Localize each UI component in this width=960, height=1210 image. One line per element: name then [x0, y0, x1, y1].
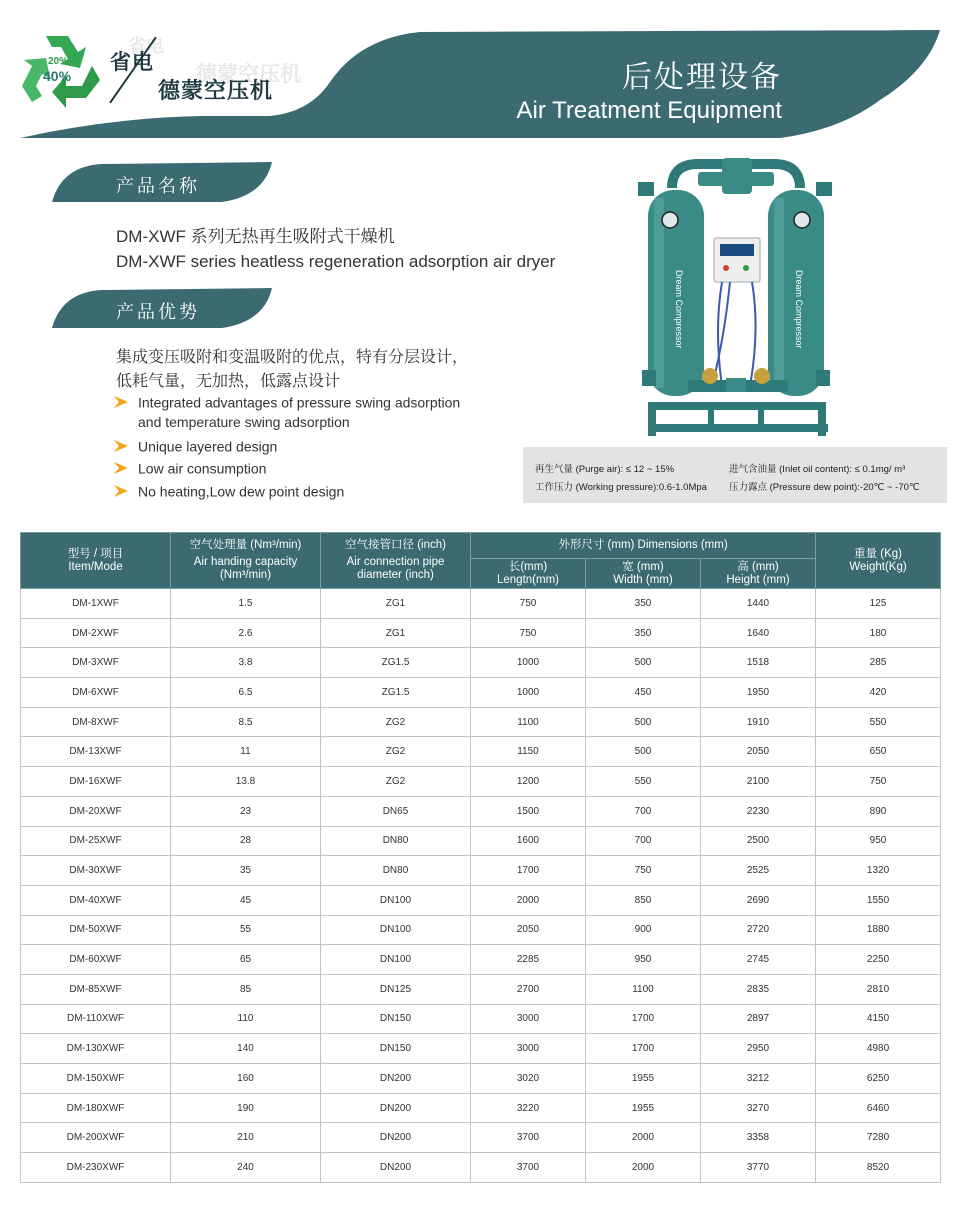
table-header-length: 长(mm) Lengtn(mm) [471, 559, 586, 589]
section-tab-product-name [52, 162, 272, 202]
table-header-pipe: 空气接管口径 (inch) Air connection pipe diameter (inch) [321, 533, 471, 589]
table-cell-height: 1950 [701, 678, 816, 708]
table-cell-model: DM-20XWF [21, 796, 171, 826]
table-cell-weight: 285 [816, 648, 941, 678]
table-cell-capacity: 45 [171, 885, 321, 915]
table-cell-weight: 7280 [816, 1123, 941, 1153]
table-cell-width: 1955 [586, 1093, 701, 1123]
table-cell-length: 2050 [471, 915, 586, 945]
table-cell-weight: 180 [816, 618, 941, 648]
table-cell-model: DM-25XWF [21, 826, 171, 856]
table-cell-model: DM-110XWF [21, 1004, 171, 1034]
table-cell-capacity: 2.6 [171, 618, 321, 648]
spec-table [20, 532, 941, 1183]
table-cell-width: 850 [586, 885, 701, 915]
table-cell-width: 1955 [586, 1064, 701, 1094]
table-row [21, 648, 941, 678]
table-cell-width: 350 [586, 589, 701, 619]
table-cell-pipe: ZG2 [321, 767, 471, 797]
table-row [21, 589, 941, 619]
table-cell-height: 3770 [701, 1153, 816, 1183]
product-name-en: DM-XWF series heatless regeneration adsorption air dryer [116, 252, 556, 271]
table-cell-width: 1100 [586, 974, 701, 1004]
chevron-right-icon [112, 461, 130, 475]
section-tab-advantages [52, 288, 272, 328]
table-cell-model: DM-3XWF [21, 648, 171, 678]
table-cell-width: 500 [586, 648, 701, 678]
table-row [21, 767, 941, 797]
table-cell-width: 350 [586, 618, 701, 648]
table-cell-model: DM-85XWF [21, 974, 171, 1004]
chevron-right-icon [112, 484, 130, 498]
table-row [21, 856, 941, 886]
table-cell-height: 2500 [701, 826, 816, 856]
table-row [21, 1153, 941, 1183]
table-cell-length: 3020 [471, 1064, 586, 1094]
section-tab-label: 产品名称 [116, 176, 200, 196]
table-cell-capacity: 85 [171, 974, 321, 1004]
tank-label: Dream Compressor [794, 270, 804, 349]
product-name-cn: DM-XWF 系列无热再生吸附式干燥机 [116, 227, 395, 246]
table-header-dimensions: 外形尺寸 (mm) Dimensions (mm) [471, 533, 816, 559]
table-cell-pipe: ZG1 [321, 618, 471, 648]
table-cell-model: DM-180XWF [21, 1093, 171, 1123]
table-cell-length: 3000 [471, 1004, 586, 1034]
advantage-bullet: Integrated advantages of pressure swing adsorption [112, 393, 460, 410]
table-cell-height: 2835 [701, 974, 816, 1004]
table-cell-capacity: 65 [171, 945, 321, 975]
table-row [21, 1123, 941, 1153]
table-cell-pipe: DN100 [321, 885, 471, 915]
page-title-cn: 后处理设备 [622, 61, 782, 94]
table-row [21, 678, 941, 708]
table-cell-pipe: DN200 [321, 1123, 471, 1153]
table-cell-model: DM-8XWF [21, 707, 171, 737]
table-cell-length: 1000 [471, 678, 586, 708]
table-cell-pipe: DN150 [321, 1034, 471, 1064]
advantage-bullet: Unique layered design [112, 437, 277, 454]
table-cell-pipe: ZG1 [321, 589, 471, 619]
brand-ghost-text: 省电 [128, 36, 164, 56]
table-cell-capacity: 6.5 [171, 678, 321, 708]
section-tab-label: 产品优势 [116, 302, 200, 322]
table-cell-height: 2950 [701, 1034, 816, 1064]
table-cell-height: 2897 [701, 1004, 816, 1034]
brand-name: 德蒙空压机 [158, 78, 274, 103]
table-cell-height: 1440 [701, 589, 816, 619]
table-cell-length: 2700 [471, 974, 586, 1004]
table-cell-weight: 8520 [816, 1153, 941, 1183]
table-cell-weight: 750 [816, 767, 941, 797]
table-cell-width: 2000 [586, 1153, 701, 1183]
spec-purge-air: 再生气量 (Purge air): ≤ 12 ~ 15% [535, 464, 675, 475]
table-cell-model: DM-50XWF [21, 915, 171, 945]
table-cell-pipe: DN200 [321, 1153, 471, 1183]
table-cell-width: 900 [586, 915, 701, 945]
table-cell-length: 3700 [471, 1123, 586, 1153]
table-cell-weight: 420 [816, 678, 941, 708]
table-cell-model: DM-2XWF [21, 618, 171, 648]
table-cell-length: 3220 [471, 1093, 586, 1123]
table-cell-height: 3270 [701, 1093, 816, 1123]
table-cell-capacity: 11 [171, 737, 321, 767]
table-cell-length: 2285 [471, 945, 586, 975]
table-cell-length: 2000 [471, 885, 586, 915]
table-cell-length: 1150 [471, 737, 586, 767]
table-cell-width: 500 [586, 707, 701, 737]
table-row [21, 707, 941, 737]
brand-slogan: 省电 [110, 51, 154, 74]
table-cell-model: DM-130XWF [21, 1034, 171, 1064]
spec-inlet-oil: 进气含油量 (Inlet oil content): ≤ 0.1mg/ m³ [729, 464, 906, 475]
table-cell-capacity: 110 [171, 1004, 321, 1034]
table-cell-weight: 1550 [816, 885, 941, 915]
advantage-bullet-cont: and temperature swing adsorption [138, 414, 350, 430]
table-cell-weight: 125 [816, 589, 941, 619]
table-cell-capacity: 55 [171, 915, 321, 945]
table-cell-model: DM-60XWF [21, 945, 171, 975]
table-cell-pipe: DN200 [321, 1093, 471, 1123]
table-cell-weight: 1320 [816, 856, 941, 886]
table-cell-capacity: 140 [171, 1034, 321, 1064]
table-cell-length: 1700 [471, 856, 586, 886]
table-cell-length: 1000 [471, 648, 586, 678]
table-cell-height: 2230 [701, 796, 816, 826]
table-cell-weight: 2250 [816, 945, 941, 975]
badge-percent-main: 40% [43, 68, 72, 84]
table-cell-weight: 2810 [816, 974, 941, 1004]
table-cell-height: 1640 [701, 618, 816, 648]
table-cell-weight: 650 [816, 737, 941, 767]
advantage-bullet: Low air consumption [112, 459, 266, 476]
chevron-right-icon [112, 439, 130, 453]
table-cell-width: 2000 [586, 1123, 701, 1153]
table-cell-pipe: DN100 [321, 915, 471, 945]
table-row [21, 737, 941, 767]
table-cell-model: DM-30XWF [21, 856, 171, 886]
table-cell-length: 750 [471, 618, 586, 648]
table-row [21, 974, 941, 1004]
brand-ghost-text: 德蒙空压机 [196, 63, 301, 86]
table-cell-capacity: 240 [171, 1153, 321, 1183]
table-row [21, 1093, 941, 1123]
table-cell-model: DM-230XWF [21, 1153, 171, 1183]
table-cell-pipe: DN100 [321, 945, 471, 975]
table-cell-pipe: DN80 [321, 826, 471, 856]
table-cell-width: 750 [586, 856, 701, 886]
header-banner [0, 0, 960, 160]
table-cell-weight: 550 [816, 707, 941, 737]
advantage-text-cn: 低耗气量，无加热，低露点设计 [116, 373, 341, 390]
table-cell-height: 2745 [701, 945, 816, 975]
table-cell-width: 450 [586, 678, 701, 708]
table-cell-height: 1910 [701, 707, 816, 737]
table-cell-model: DM-6XWF [21, 678, 171, 708]
page-title-en: Air Treatment Equipment [516, 97, 782, 124]
spec-dew-point: 压力露点 (Pressure dew point):-20℃ ~ -70℃ [729, 482, 920, 493]
table-cell-height: 2100 [701, 767, 816, 797]
table-cell-pipe: DN80 [321, 856, 471, 886]
table-cell-width: 1700 [586, 1004, 701, 1034]
table-cell-pipe: DN200 [321, 1064, 471, 1094]
table-cell-model: DM-13XWF [21, 737, 171, 767]
table-cell-length: 1600 [471, 826, 586, 856]
table-cell-height: 3212 [701, 1064, 816, 1094]
badge-percent-small: 20% [48, 56, 69, 67]
table-cell-weight: 1880 [816, 915, 941, 945]
table-cell-height: 2525 [701, 856, 816, 886]
table-row [21, 796, 941, 826]
table-cell-width: 550 [586, 767, 701, 797]
table-cell-capacity: 35 [171, 856, 321, 886]
table-cell-weight: 4150 [816, 1004, 941, 1034]
table-cell-length: 750 [471, 589, 586, 619]
table-cell-pipe: ZG1.5 [321, 648, 471, 678]
table-cell-weight: 890 [816, 796, 941, 826]
table-cell-weight: 6460 [816, 1093, 941, 1123]
table-cell-height: 2690 [701, 885, 816, 915]
table-row [21, 1034, 941, 1064]
table-cell-length: 3700 [471, 1153, 586, 1183]
table-cell-pipe: ZG1.5 [321, 678, 471, 708]
table-header-model: 型号 / 项目 Item/Mode [21, 533, 171, 589]
table-row [21, 915, 941, 945]
table-header-weight: 重量 (Kg) Weight(Kg) [816, 533, 941, 589]
table-cell-width: 700 [586, 826, 701, 856]
table-cell-capacity: 210 [171, 1123, 321, 1153]
spec-working-pressure: 工作压力 (Working pressure):0.6-1.0Mpa [535, 482, 707, 493]
table-header-height: 高 (mm) Height (mm) [701, 559, 816, 589]
table-cell-capacity: 13.8 [171, 767, 321, 797]
table-cell-capacity: 28 [171, 826, 321, 856]
table-cell-capacity: 1.5 [171, 589, 321, 619]
table-cell-model: DM-150XWF [21, 1064, 171, 1094]
table-cell-capacity: 190 [171, 1093, 321, 1123]
table-cell-model: DM-200XWF [21, 1123, 171, 1153]
table-cell-width: 950 [586, 945, 701, 975]
tank-label: Dream Compressor [674, 270, 684, 349]
table-row [21, 945, 941, 975]
table-cell-length: 1200 [471, 767, 586, 797]
table-header-width: 宽 (mm) Width (mm) [586, 559, 701, 589]
table-cell-height: 1518 [701, 648, 816, 678]
table-cell-capacity: 8.5 [171, 707, 321, 737]
table-cell-pipe: DN150 [321, 1004, 471, 1034]
table-cell-model: DM-40XWF [21, 885, 171, 915]
table-cell-model: DM-1XWF [21, 589, 171, 619]
table-cell-pipe: ZG2 [321, 737, 471, 767]
table-cell-length: 3000 [471, 1034, 586, 1064]
chevron-right-icon [112, 395, 130, 409]
table-cell-weight: 6250 [816, 1064, 941, 1094]
spec-summary-box [523, 447, 947, 503]
table-cell-capacity: 23 [171, 796, 321, 826]
table-cell-capacity: 3.8 [171, 648, 321, 678]
advantage-text-cn: 集成变压吸附和变温吸附的优点，特有分层设计， [116, 349, 469, 366]
table-cell-width: 500 [586, 737, 701, 767]
table-row [21, 885, 941, 915]
table-cell-weight: 4980 [816, 1034, 941, 1064]
table-row [21, 1004, 941, 1034]
table-cell-height: 2050 [701, 737, 816, 767]
table-header-capacity: 空气处理量 (Nm³/min) Air handing capacity (Nm³/min) [171, 533, 321, 589]
table-cell-height: 3358 [701, 1123, 816, 1153]
table-row [21, 1064, 941, 1094]
table-cell-width: 700 [586, 796, 701, 826]
air-dryer-product-image [618, 150, 850, 442]
table-cell-length: 1100 [471, 707, 586, 737]
table-cell-pipe: DN125 [321, 974, 471, 1004]
table-cell-model: DM-16XWF [21, 767, 171, 797]
table-row [21, 826, 941, 856]
table-cell-width: 1700 [586, 1034, 701, 1064]
table-cell-height: 2720 [701, 915, 816, 945]
table-cell-length: 1500 [471, 796, 586, 826]
table-cell-pipe: ZG2 [321, 707, 471, 737]
table-row [21, 618, 941, 648]
advantage-bullet: No heating,Low dew point design [112, 482, 344, 499]
table-cell-pipe: DN65 [321, 796, 471, 826]
table-cell-capacity: 160 [171, 1064, 321, 1094]
table-cell-weight: 950 [816, 826, 941, 856]
